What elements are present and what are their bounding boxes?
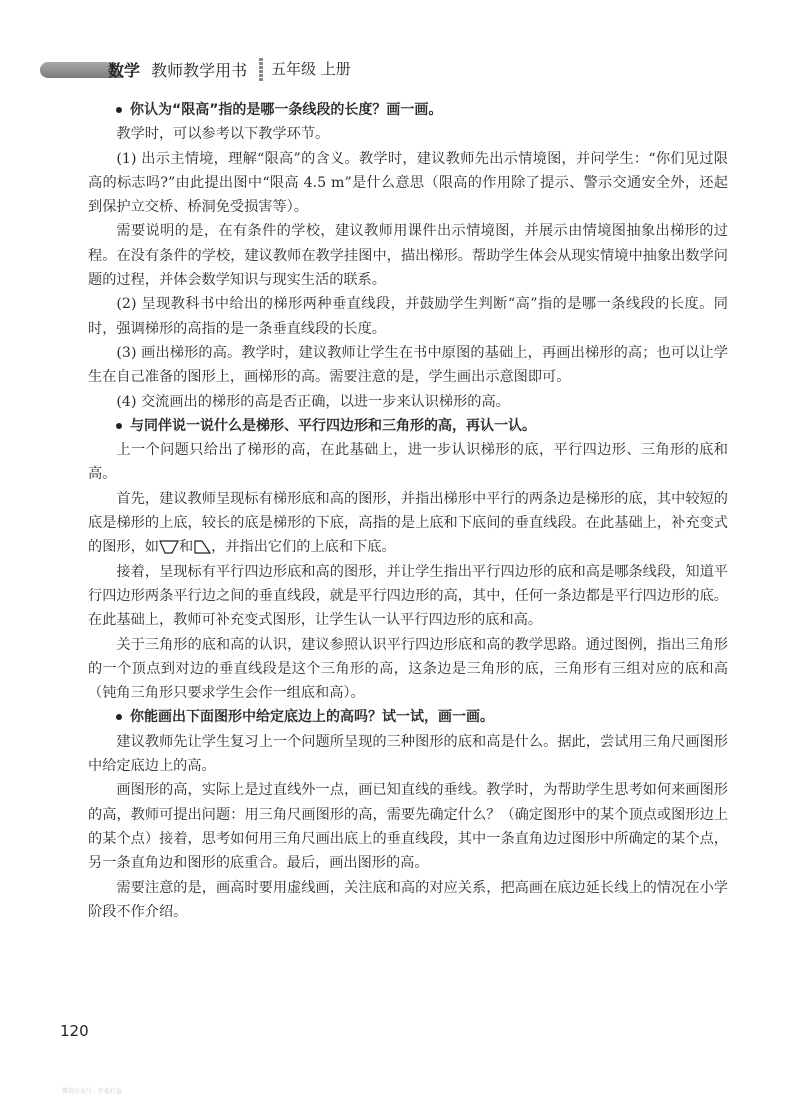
body-paragraph: 需要说明的是，在有条件的学校，建议教师用课件出示情境图，并展示由情境图抽象出梯形的过程。在没有条件的学校，建议教师在教学挂图中，描出梯形。帮助学生体会从现实情境中抽象出数学问题的过程，并体会数学知识与现实生活的联系。 bbox=[88, 223, 728, 289]
question-heading: 你能画出下面图形中给定底边上的高吗？试一试，画一画。 bbox=[88, 705, 728, 729]
header-separator bbox=[259, 58, 263, 82]
bullet-icon bbox=[116, 107, 122, 113]
book-header bbox=[108, 58, 247, 81]
watermark: 微信公众号 · 开卷有益 bbox=[62, 1088, 122, 1095]
bullet-icon bbox=[116, 423, 122, 429]
header-grade: 五年级 上册 bbox=[271, 60, 351, 78]
inverted-trapezoid-icon bbox=[159, 539, 179, 555]
body-paragraph: (4) 交流画出的梯形的高是否正确，以进一步来认识梯形的高。 bbox=[116, 393, 510, 410]
header-subject: 数学 bbox=[108, 61, 141, 80]
body-paragraph: 关于三角形的底和高的认识，建议参照认识平行四边形底和高的教学思路。通过图例，指出三角形的一个顶点到对边的垂直线段是这个三角形的高，这条边是三角形的底，三角形有三组对应的底和高（钝角三角形只要求学生会作一组底和高）。 bbox=[88, 636, 728, 702]
body-paragraph: 教学时，可以参考以下教学环节。 bbox=[116, 126, 330, 143]
right-angle-trapezoid-icon bbox=[193, 539, 211, 555]
body-paragraph: (3) 画出梯形的高。教学时，建议教师让学生在书中原图的基础上，再画出梯形的高；也可以让学生在自己准备的图形上，画梯形的高。需要注意的是，学生画出示意图即可。 bbox=[88, 344, 728, 386]
bullet-icon bbox=[116, 714, 122, 720]
body-paragraph: (1) 出示主情境，理解“限高”的含义。教学时，建议教师先出示情境图，并问学生：“你们见过限高的标志吗?”由此提出图中“限高 4.5 m”是什么意思（限高的作用除了提示、警示交通安全外，还起到保护立交桥、桥洞免受损害等）。 bbox=[88, 150, 728, 216]
body-paragraph: 建议教师先让学生复习上一个问题所呈现的三种图形的底和高是什么。据此，尝试用三角尺画图形中给定底边上的高。 bbox=[88, 733, 728, 775]
question-heading: 你认为“限高”指的是哪一条线段的长度？画一画。 bbox=[88, 98, 728, 122]
body-paragraph: (2) 呈现教科书中给出的梯形两种垂直线段，并鼓励学生判断“高”指的是哪一条线段的长度。同时，强调梯形的高指的是一条垂直线段的长度。 bbox=[88, 296, 728, 337]
page-content bbox=[88, 98, 728, 924]
question-heading: 与同伴说一说什么是梯形、平行四边形和三角形的高，再认一认。 bbox=[88, 414, 728, 438]
page-number: 120 bbox=[60, 1022, 89, 1040]
body-paragraph: 上一个问题只给出了梯形的高，在此基础上，进一步认识梯形的底，平行四边形、三角形的底和高。 bbox=[88, 442, 728, 483]
body-paragraph: 接着，呈现标有平行四边形底和高的图形，并让学生指出平行四边形的底和高是哪条线段，知道平行四边形两条平行边之间的垂直线段，就是平行四边形的高，其中，任何一条边都是平行四边形的底。在此基础上，教师可补充变式图形，让学生认一认平行四边形的底和高。 bbox=[88, 563, 728, 629]
body-paragraph: 画图形的高，实际上是过直线外一点，画已知直线的垂线。教学时，为帮助学生思考如何来画图形的高，教师可提出问题：用三角尺画图形的高，需要先确定什么？（确定图形中的某个顶点或图形边上的某个点）接着，思考如何用三角尺画出底上的垂直线段，其中一条直角边过图形中所确定的某个点，另一条直角边和图形的底重合。最后，画出图形的高。 bbox=[88, 782, 728, 872]
header-book-title: 教师教学用书 bbox=[151, 61, 248, 80]
body-paragraph: 需要注意的是，画高时要用虚线画，关注底和高的对应关系，把高画在底边延长线上的情况在小学阶段不作介绍。 bbox=[88, 879, 728, 920]
body-paragraph: 首先，建议教师呈现标有梯形底和高的图形，并指出梯形中平行的两条边是梯形的底，其中较短的底是梯形的上底，较长的底是梯形的下底，高指的是上底和下底间的垂直线段。在此基础上，补充变式的图形，如 和 ，并指出它们的上底和下底。 bbox=[88, 490, 728, 556]
